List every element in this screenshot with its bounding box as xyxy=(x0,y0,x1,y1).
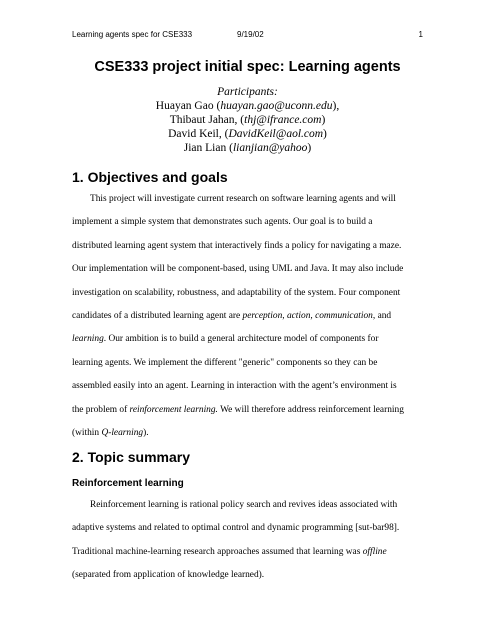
running-header xyxy=(72,30,423,40)
text-run: (within xyxy=(72,428,102,439)
text-line: (separated from application of knowledge learned). xyxy=(72,570,265,581)
text-line: investigation on scalability, robustness, and adaptability of the system. Four component xyxy=(72,287,401,298)
text-run-italic: Q-learning xyxy=(101,428,144,439)
text-run: . Our ambition is to build a general architecture model of components for xyxy=(103,334,379,345)
header-date: 9/19/02 xyxy=(237,30,264,39)
text-line: distributed learning agent system that interactively finds a policy for navigating a maze. xyxy=(72,240,402,251)
reinforcement-paragraph xyxy=(72,494,424,588)
text-run: Traditional machine-learning research approaches assumed that learning was xyxy=(72,546,363,557)
participants-label: Participants: xyxy=(217,86,278,98)
participant-email: huayan.gao@uconn.edu xyxy=(220,100,333,112)
participant-row: Huayan Gao (huayan.gao@uconn.edu), xyxy=(155,100,340,112)
section-heading-objectives: 1. Objectives and goals xyxy=(72,169,228,185)
text-run-italic: perception, action, communication xyxy=(242,311,373,322)
text-run: candidates of a distributed learning agent are xyxy=(72,311,243,322)
participant-name: David Keil xyxy=(168,128,219,140)
text-run-italic: learning xyxy=(72,334,104,345)
text-line xyxy=(72,422,424,445)
text-line: This project will investigate current research on software learning agents and will xyxy=(90,194,396,204)
section-heading-topic-summary: 2. Topic summary xyxy=(72,449,191,465)
text-run-italic: reinforcement learning. xyxy=(129,404,218,415)
text-run: ). xyxy=(143,428,149,439)
participant-email: DavidKeil@aol.com xyxy=(228,128,324,140)
text-line xyxy=(72,399,424,422)
text-run: We will therefore address reinforcement learning xyxy=(217,404,404,415)
text-line xyxy=(72,328,424,351)
participant-name: Huayan Gao xyxy=(155,100,214,112)
text-line xyxy=(72,541,424,564)
text-line: Our implementation will be component-based, using UML and Java. It may also include xyxy=(72,264,404,275)
participant-suffix: , xyxy=(336,100,340,112)
subsection-heading-reinforcement: Reinforcement learning xyxy=(72,478,184,489)
participant-row: David Keil, (DavidKeil@aol.com) xyxy=(168,128,327,140)
text-run: the problem of xyxy=(72,404,130,415)
header-page-number: 1 xyxy=(418,30,423,39)
participant-email: lianjian@yahoo xyxy=(232,142,308,154)
text-run: , and xyxy=(372,311,392,322)
text-line: Reinforcement learning is rational policy search and revives ideas associated with xyxy=(90,500,398,510)
text-line: adaptive systems and related to optimal control and dynamic programming [sut-bar98]. xyxy=(72,523,400,534)
header-doc-label: Learning agents spec for CSE333 xyxy=(72,30,193,39)
objectives-paragraph xyxy=(72,188,424,445)
participant-name: Jian Lian xyxy=(183,142,227,154)
text-line: implement a simple system that demonstrates such agents. Our goal is to build a xyxy=(72,217,373,228)
participant-row: Thibaut Jahan, (thj@ifrance.com) xyxy=(169,114,326,126)
participant-row: Jian Lian (lianjian@yahoo) xyxy=(183,142,312,154)
participants-block xyxy=(0,85,495,155)
document-title: CSE333 project initial spec: Learning agents xyxy=(94,59,401,75)
text-run-italic: offline xyxy=(362,546,387,557)
text-line xyxy=(72,305,424,328)
text-line: learning agents. We implement the different "generic" components so they can be xyxy=(72,357,378,368)
participant-email: thj@ifrance.com xyxy=(244,114,322,126)
text-line: assembled easily into an agent. Learning in interaction with the agent’s environment is xyxy=(72,381,397,392)
participant-name: Thibaut Jahan xyxy=(169,114,235,126)
